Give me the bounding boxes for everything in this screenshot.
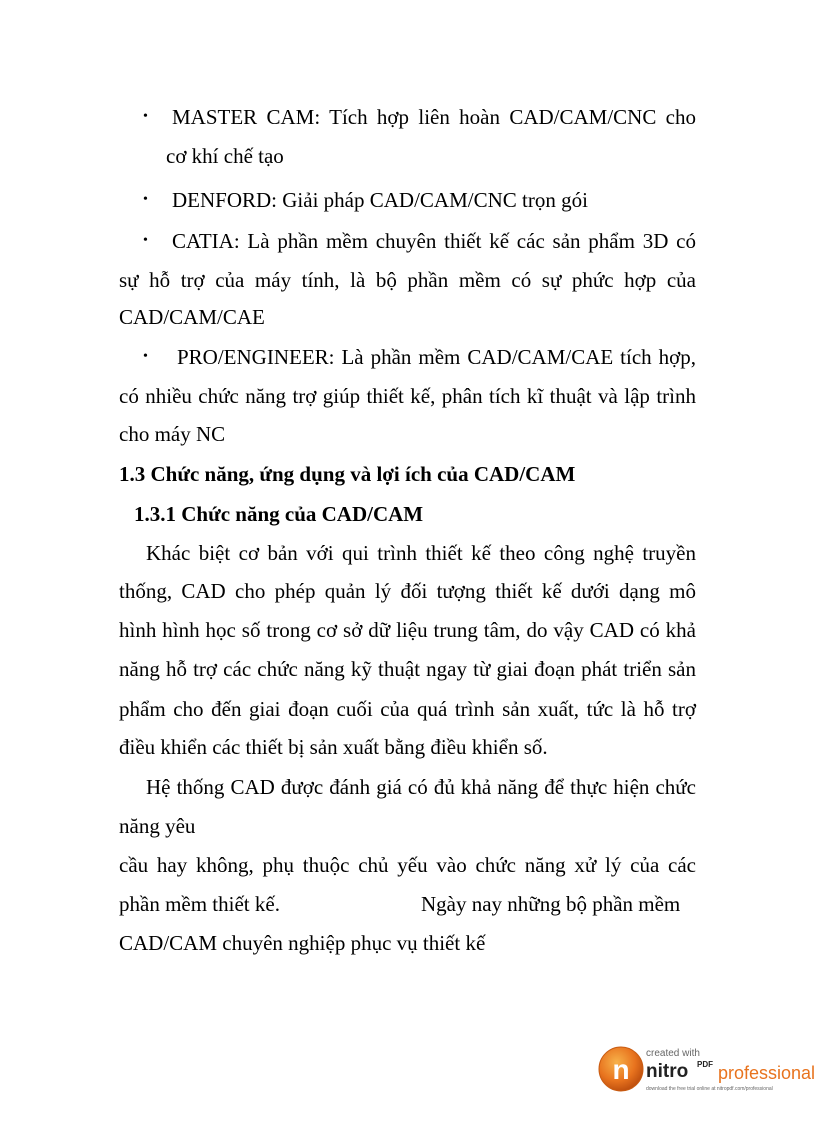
paragraph-2-line-5: CAD/CAM chuyên nghiệp phục vụ thiết kế xyxy=(119,931,486,955)
bullet-4-line-3: cho máy NC xyxy=(119,422,226,446)
bullet-1-line-1: MASTER CAM: Tích hợp liên hoàn CAD/CAM/CNC cho xyxy=(172,105,696,129)
section-heading: 1.3 Chức năng, ứng dụng và lợi ích của CAD/CAM xyxy=(119,462,576,486)
paragraph-1-line-6: điều khiển các thiết bị sản xuất bằng điều khiển số. xyxy=(119,735,548,759)
paragraph-1-line-4: năng hỗ trợ các chức năng kỹ thuật ngay từ giai đoạn phát triển sản xyxy=(119,657,696,681)
paragraph-2-line-2: năng yêu xyxy=(119,814,196,838)
paragraph-2-line-3: cầu hay không, phụ thuộc chủ yếu vào chức năng xử lý của các xyxy=(119,853,696,877)
subsection-heading: 1.3.1 Chức năng của CAD/CAM xyxy=(134,502,424,526)
bullet-marker: • xyxy=(143,109,148,124)
paragraph-1-line-2: thống, CAD cho phép quản lý đối tượng thiết kế dưới dạng mô xyxy=(119,579,696,603)
bullet-4-line-1: PRO/ENGINEER: Là phần mềm CAD/CAM/CAE tích hợp, xyxy=(177,345,696,369)
bullet-marker: • xyxy=(143,192,148,207)
paragraph-2-line-4a: phần mềm thiết kế. xyxy=(119,892,280,916)
nitro-created-with: created with xyxy=(646,1048,700,1059)
bullet-2-line-1: DENFORD: Giải pháp CAD/CAM/CNC trọn gói xyxy=(172,188,588,212)
bullet-4-line-2: có nhiều chức năng trợ giúp thiết kế, phân tích kĩ thuật và lập trình xyxy=(119,384,696,408)
nitro-brand: nitro xyxy=(646,1061,689,1082)
nitro-download-text: download the free trial online at nitropdf.com/professional xyxy=(646,1086,773,1092)
bullet-3-line-1: CATIA: Là phần mềm chuyên thiết kế các sản phẩm 3D có xyxy=(172,229,696,253)
nitro-pdf-superscript: PDF xyxy=(697,1060,713,1069)
nitro-logo-letter: n xyxy=(612,1054,630,1085)
paragraph-1-line-3: hình hình học số trong cơ sở dữ liệu trung tâm, do vậy CAD có khả xyxy=(119,618,696,642)
nitro-logo-icon xyxy=(598,1046,644,1092)
nitro-edition: professional xyxy=(718,1063,816,1083)
bullet-marker: • xyxy=(143,233,148,248)
bullet-marker: • xyxy=(143,349,148,364)
bullet-3-line-2: sự hỗ trợ của máy tính, là bộ phần mềm có sự phức hợp của xyxy=(119,268,696,292)
paragraph-2-line-4b: Ngày nay những bộ phần mềm xyxy=(421,892,681,916)
bullet-3-line-3: CAD/CAM/CAE xyxy=(119,305,265,329)
paragraph-1-line-1: Khác biệt cơ bản với qui trình thiết kế theo công nghệ truyền xyxy=(146,541,696,565)
paragraph-1-line-5: phẩm cho đến giai đoạn cuối của quá trình sản xuất, tức là hỗ trợ xyxy=(119,697,696,721)
nitro-watermark xyxy=(598,1044,816,1104)
bullet-1-line-2: cơ khí chế tạo xyxy=(166,144,284,168)
paragraph-2-line-1: Hệ thống CAD được đánh giá có đủ khả năng để thực hiện chức xyxy=(146,775,696,799)
